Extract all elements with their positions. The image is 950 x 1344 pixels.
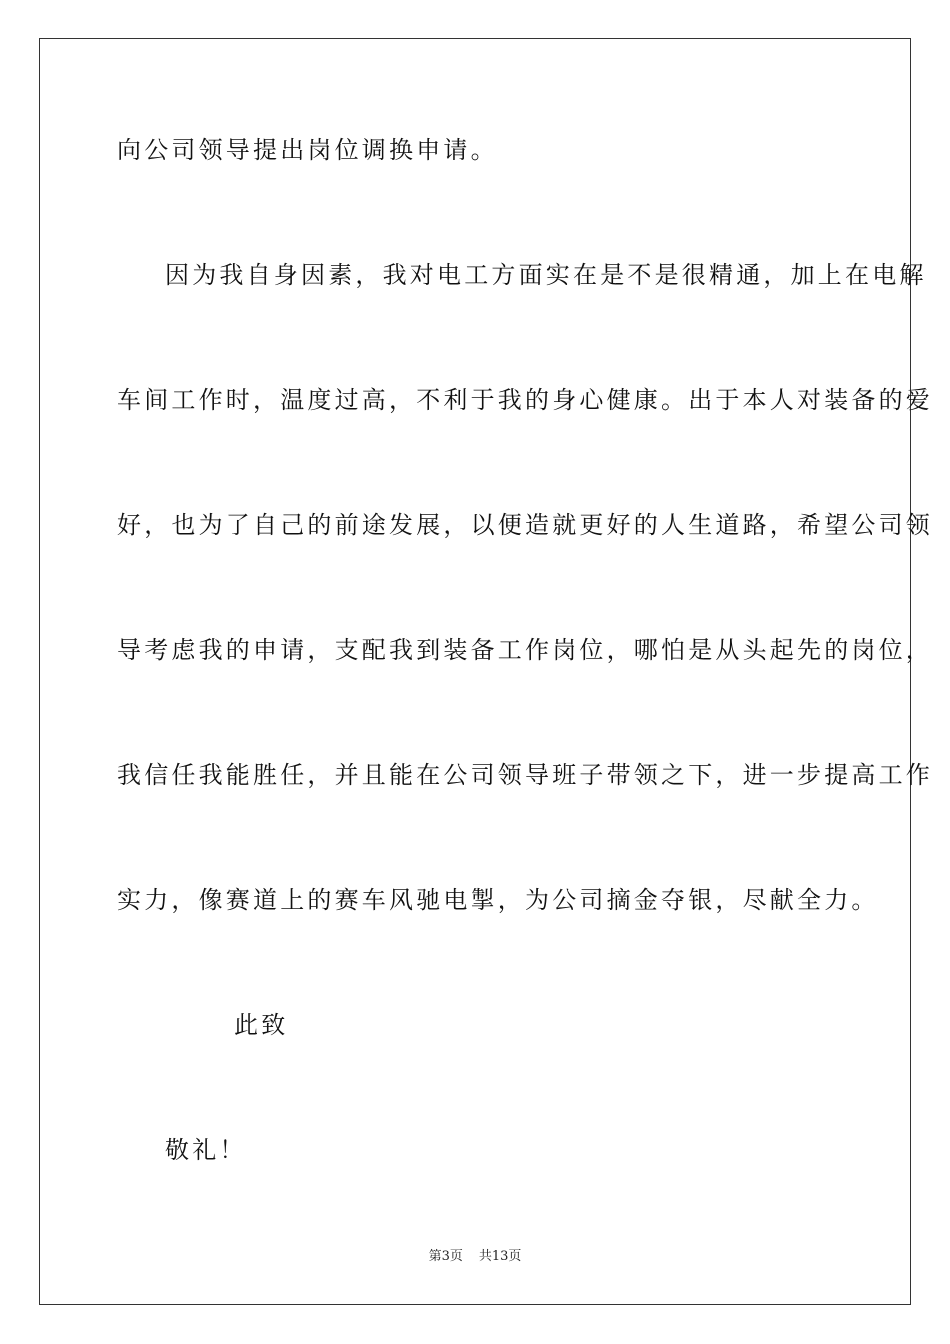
body-line-4: 好，也为了自己的前途发展，以便造就更好的人生道路，希望公司领 (117, 511, 933, 539)
body-line-6: 我信任我能胜任，并且能在公司领导班子带领之下，进一步提高工作 (117, 761, 933, 789)
page-border (39, 38, 911, 1305)
closing-text: 此致 (234, 1011, 289, 1039)
salutation-text: 敬礼！ (165, 1136, 247, 1164)
page-number: 第3页 (428, 1249, 463, 1264)
body-line-5: 导考虑我的申请，支配我到装备工作岗位，哪怕是从头起先的岗位， (117, 636, 933, 664)
body-line-7: 实力，像赛道上的赛车风驰电掣，为公司摘金夺银，尽献全力。 (117, 886, 879, 914)
page-total: 共13页 (478, 1249, 522, 1264)
body-line-1: 向公司领导提出岗位调换申请。 (117, 136, 498, 164)
page-footer (0, 1249, 950, 1265)
body-line-3: 车间工作时，温度过高，不利于我的身心健康。出于本人对装备的爱 (117, 386, 933, 414)
body-line-2: 因为我自身因素，我对电工方面实在是不是很精通，加上在电解 (165, 261, 927, 289)
